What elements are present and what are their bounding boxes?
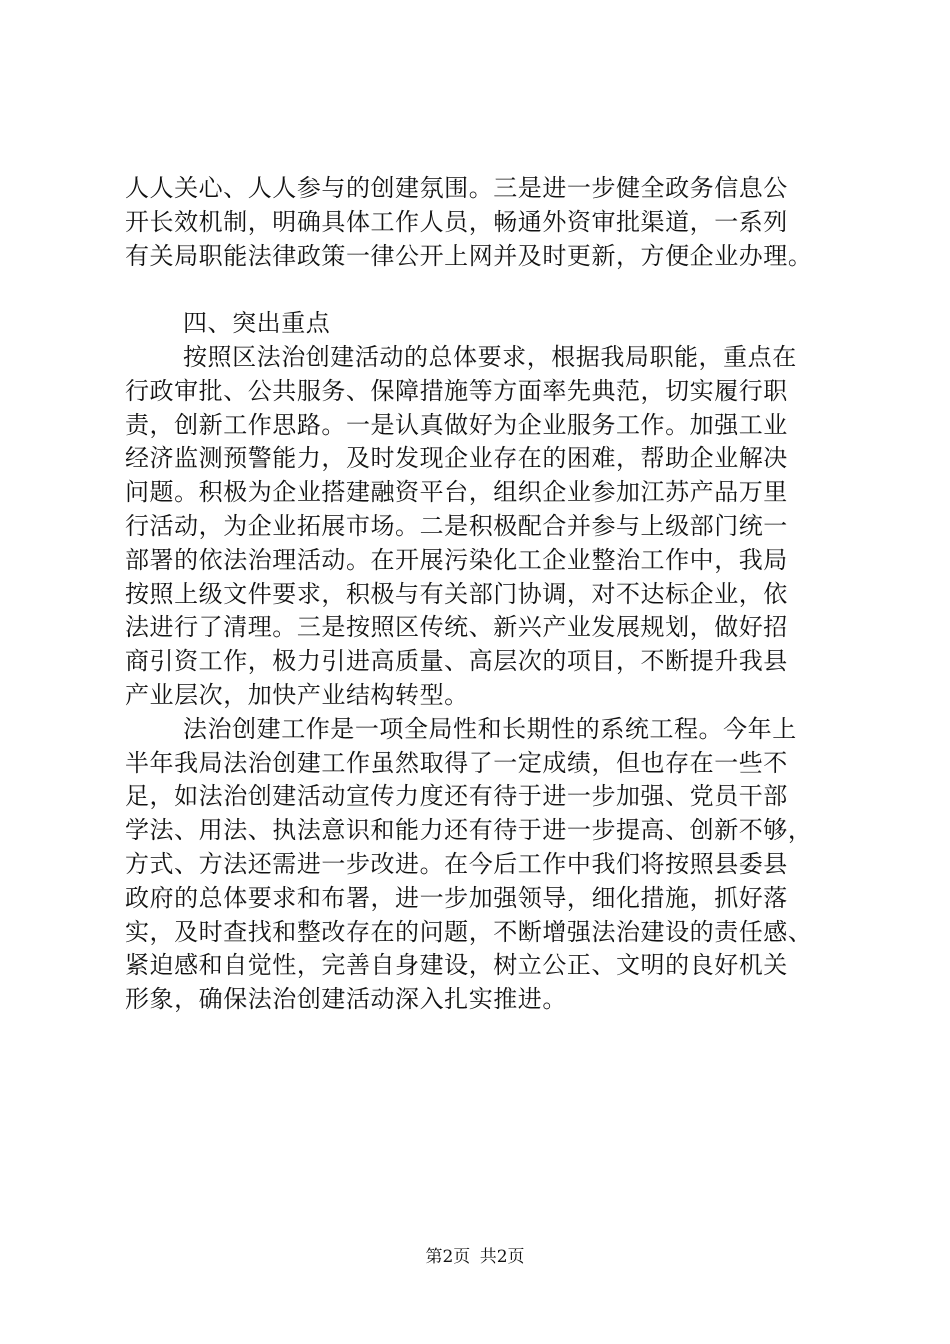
text-line: 行政审批、公共服务、保障措施等方面率先典范，切实履行职	[125, 376, 788, 405]
text-line: 紧迫感和自觉性，完善自身建设，树立公正、文明的良好机关	[125, 951, 788, 980]
section-heading: 四、突出重点	[183, 309, 331, 338]
text-line: 形象，确保法治创建活动深入扎实推进。	[125, 985, 567, 1014]
text-line: 法治创建工作是一项全局性和长期性的系统工程。今年上	[183, 714, 797, 743]
text-line: 半年我局法治创建工作虽然取得了一定成绩，但也存在一些不	[125, 748, 788, 777]
page-number: 第2页	[425, 1247, 471, 1267]
paragraph-summary	[125, 713, 840, 1017]
text-line: 部署的依法治理活动。在开展污染化工企业整治工作中，我局	[125, 545, 788, 574]
text-line: 按照区法治创建活动的总体要求，根据我局职能，重点在	[183, 342, 797, 371]
paragraph-continued	[125, 172, 840, 273]
text-line: 经济监测预警能力，及时发现企业存在的困难，帮助企业解决	[125, 444, 788, 473]
document-body	[125, 172, 840, 1017]
paragraph-gap	[125, 273, 840, 307]
paragraph-highlights	[125, 341, 840, 713]
text-line: 开长效机制，明确具体工作人员，畅通外资审批渠道，一系列	[125, 207, 788, 236]
text-line: 学法、用法、执法意识和能力还有待于进一步提高、创新不够，	[125, 816, 813, 845]
text-line: 实，及时查找和整改存在的问题，不断增强法治建设的责任感、	[125, 917, 813, 946]
text-line: 责，创新工作思路。一是认真做好为企业服务工作。加强工业	[125, 410, 788, 439]
page-total: 共2页	[479, 1247, 525, 1267]
text-line: 行活动，为企业拓展市场。二是积极配合并参与上级部门统一	[125, 511, 788, 540]
text-line: 按照上级文件要求，积极与有关部门协调，对不达标企业，依	[125, 579, 788, 608]
text-line: 方式、方法还需进一步改进。在今后工作中我们将按照县委县	[125, 849, 788, 878]
text-line: 有关局职能法律政策一律公开上网并及时更新，方便企业办理。	[125, 241, 813, 270]
text-line: 人人关心、人人参与的创建氛围。三是进一步健全政务信息公	[125, 174, 788, 202]
text-line: 政府的总体要求和布署，进一步加强领导，细化措施，抓好落	[125, 883, 788, 912]
page-footer	[0, 1245, 950, 1269]
text-line: 问题。积极为企业搭建融资平台，组织企业参加江苏产品万里	[125, 478, 788, 507]
text-line: 商引资工作，极力引进高质量、高层次的项目，不断提升我县	[125, 647, 788, 676]
text-line: 产业层次，加快产业结构转型。	[125, 680, 469, 709]
text-line: 足，如法治创建活动宣传力度还有待于进一步加强、党员干部	[125, 782, 788, 811]
text-line: 法进行了清理。三是按照区传统、新兴产业发展规划，做好招	[125, 613, 788, 642]
